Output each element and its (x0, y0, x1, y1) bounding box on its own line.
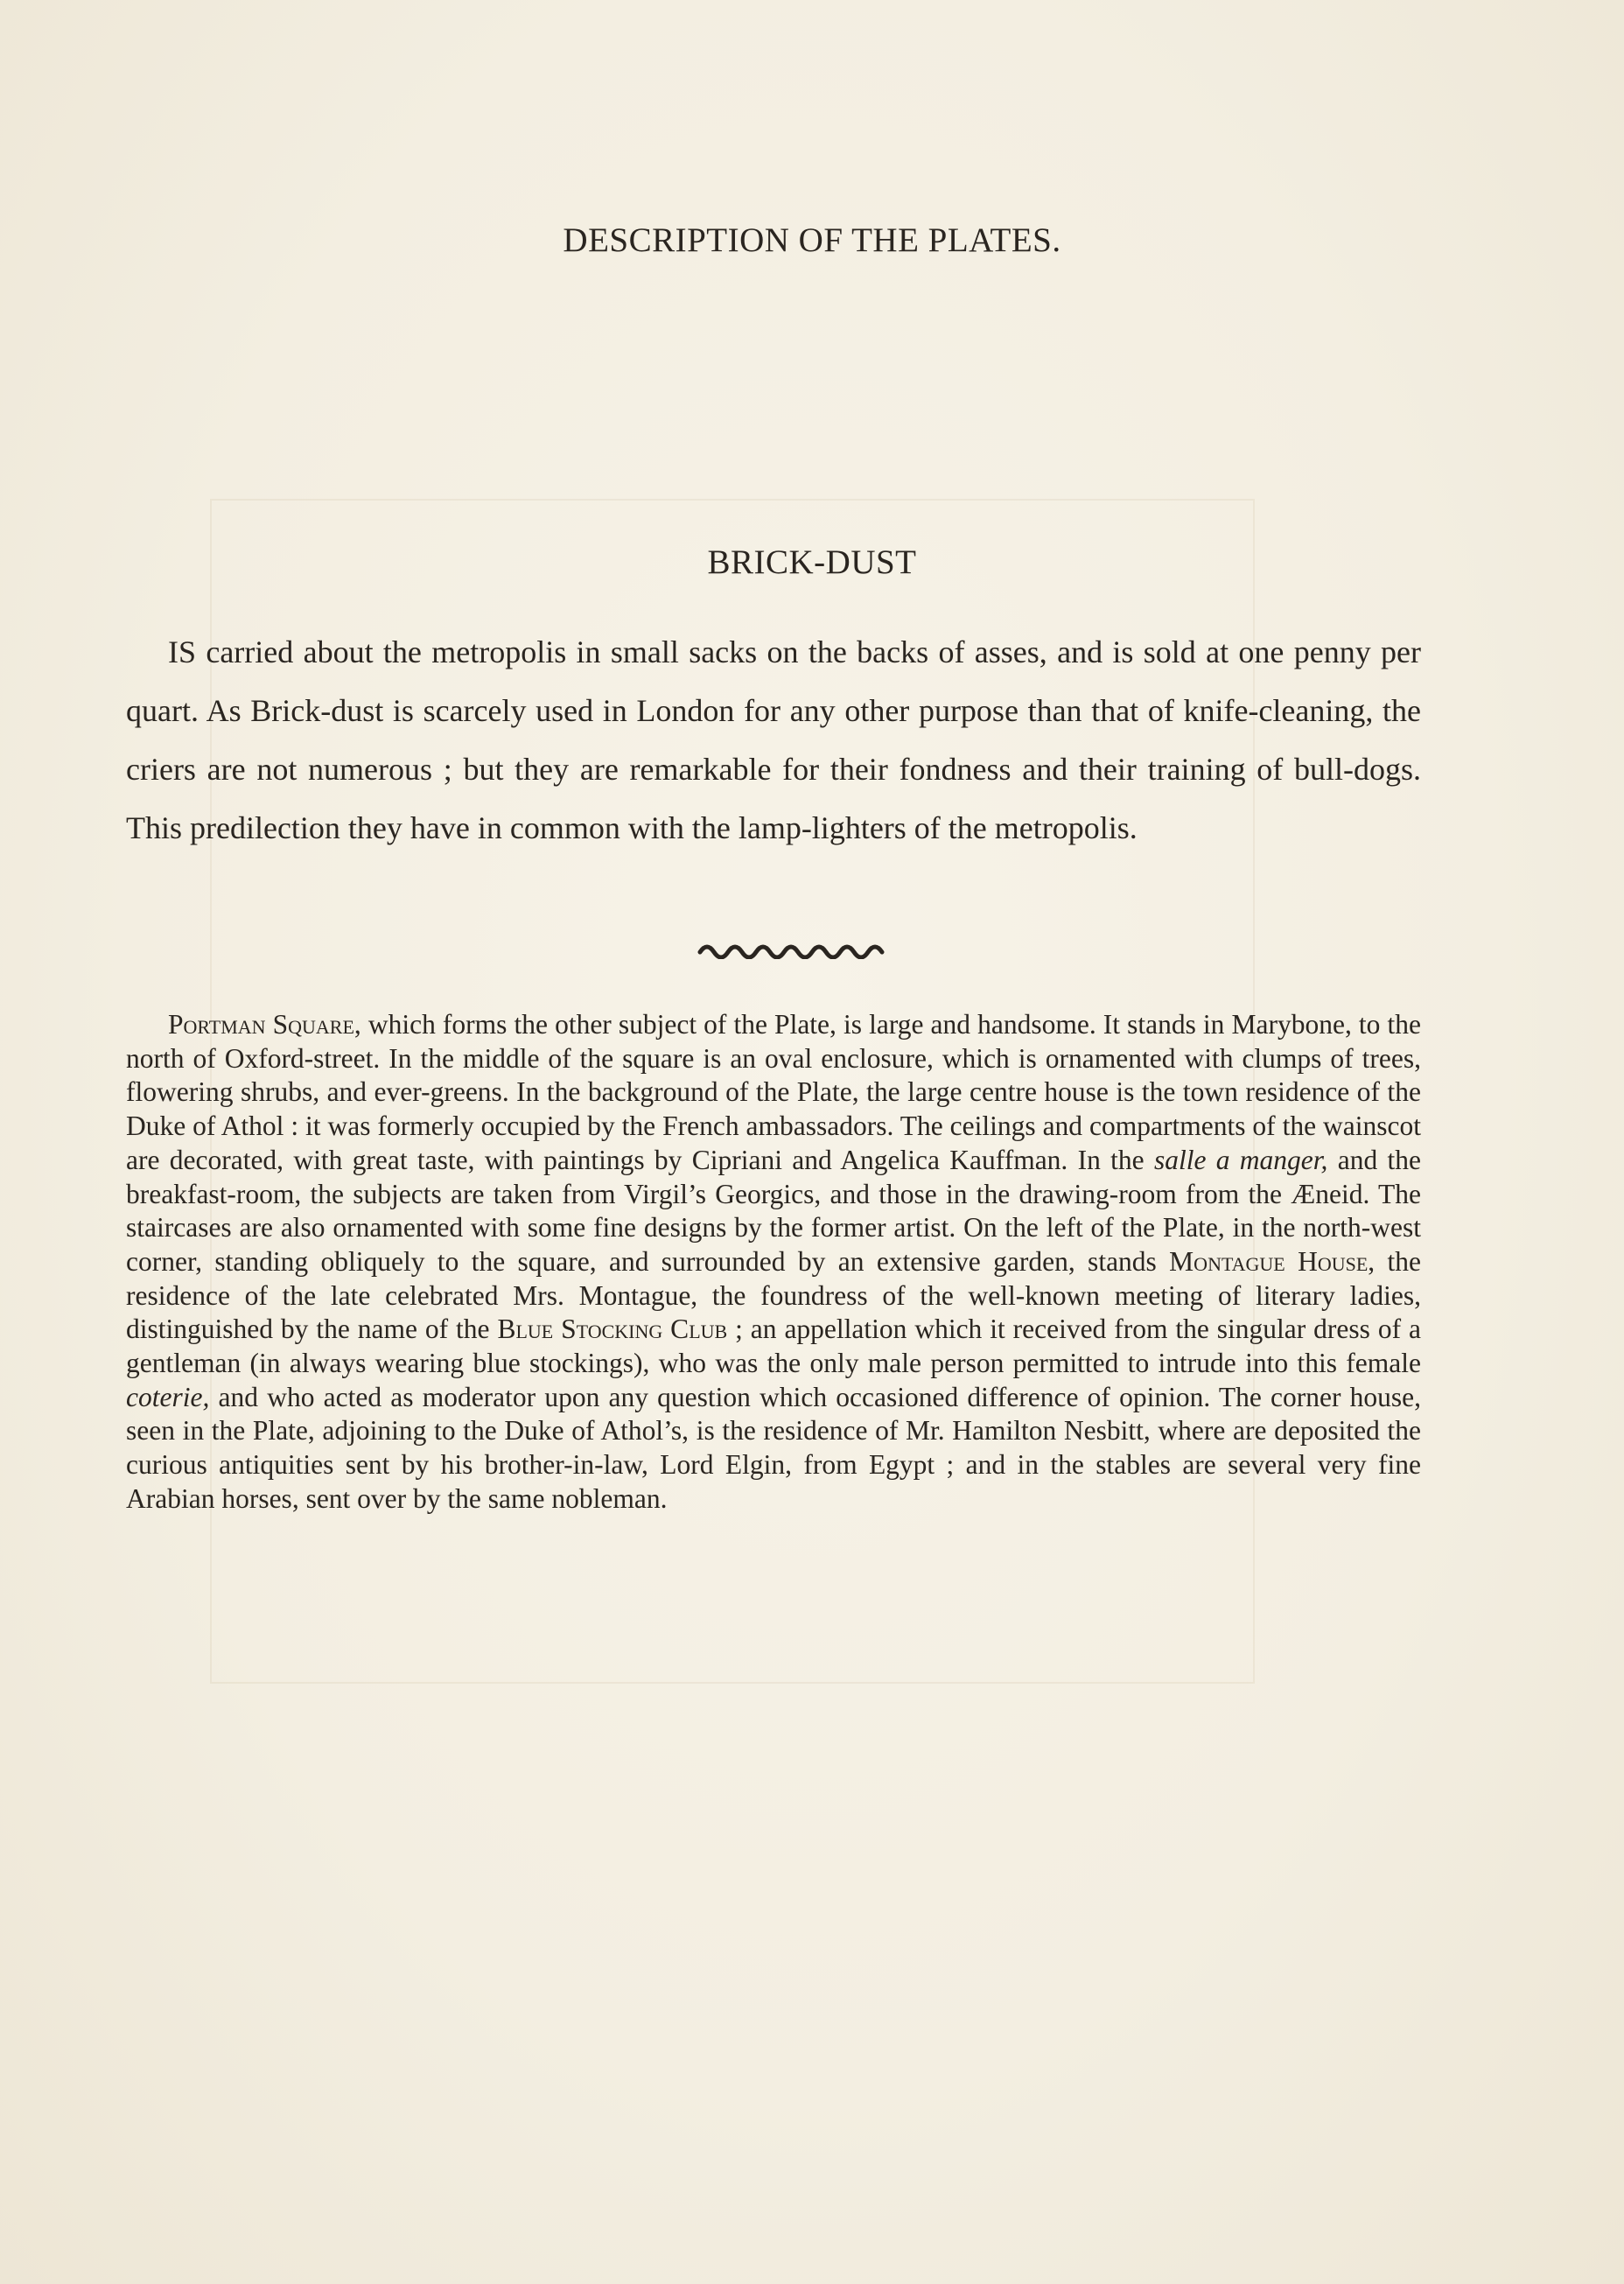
blue-stocking-club-term: Blue Stocking Club (497, 1314, 728, 1345)
portman-square-paragraph (126, 1008, 1421, 1517)
montague-house-term: Montague House, (1169, 1245, 1376, 1277)
page-heading: DESCRIPTION OF THE PLATES. (563, 221, 1061, 259)
wave-ornament (0, 938, 1624, 959)
portman-text-2: and the breakfast-room, the subjects are taken from Virgil’s Georgics, and those in the drawing-room from the Æneid. The staircases are also ornamented with some fine designs by the former artist. On the left of the Plate, in the north-west corner, standing obliquely to the square, and surrounded by an extensive garden, stands (126, 1144, 1421, 1277)
salle-a-manger-term: salle a manger, (1153, 1144, 1328, 1175)
portman-square-term: Portman Square, (168, 1009, 361, 1040)
portman-text-4: ; an appellation which it received from the singular dress of a gentleman (in always wearing blue stockings), who was the only male person permitted to intrude into this female (126, 1314, 1421, 1379)
portman-text-1: which forms the other subject of the Plate, is large and handsome. It stands in Marybone, to the north of Oxford-street. In the middle of the square is an oval enclosure, which is ornamented with clumps of trees, flowering shrubs, and ever-greens. In the background of the Plate, the large centre house is the town residence of the Duke of Athol : it was formerly occupied by the French ambassadors. The ceilings and compartments of the wainscot are decorated, with great taste, with paintings by Cipriani and Angelica Kauffman. In the (126, 1009, 1421, 1175)
portman-text-5: and who acted as moderator upon any question which occasioned difference of opinion. The corner house, seen in the Plate, adjoining to the Duke of Athol’s, is the residence of Mr. Hamilton Nesbitt, where are deposited the curious antiquities sent by his brother-in-law, Lord Elgin, from Egypt ; and in the stables are several very fine Arabian horses, sent over by the same nobleman. (126, 1381, 1421, 1514)
wave-ornament-icon (0, 938, 1624, 959)
coterie-term: coterie, (126, 1381, 210, 1412)
brick-dust-text: IS carried about the metropolis in small sacks on the backs of asses, and is sold at one penny per quart. As Brick-dust is scarcely used in London for any other purpose than that of knife-cleaning, the criers are not numerous ; but they are remarkable for their fondness and their training of bull-dogs. This predilection they have in common with the lamp-lighters of the metropolis. (126, 634, 1421, 845)
brick-dust-paragraph (126, 623, 1421, 858)
section-title: BRICK-DUST (707, 543, 917, 581)
portman-text-3: the residence of the late celebrated Mrs. Montague, the foundress of the well-known meeting of literary ladies, distinguished by the name of the (126, 1245, 1422, 1345)
